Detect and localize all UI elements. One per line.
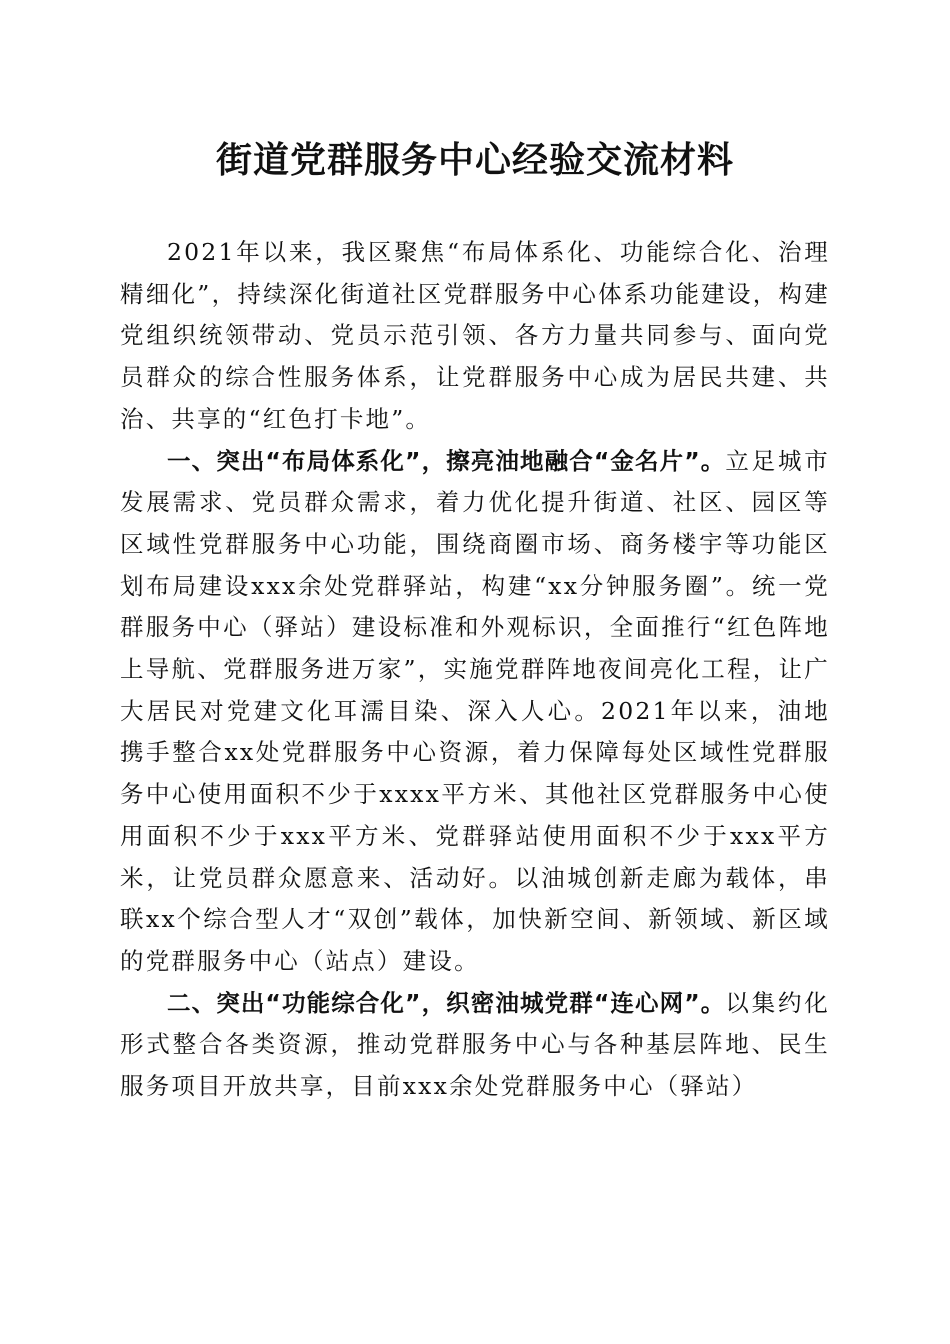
paragraph-section-1 [120,441,830,983]
paragraph-intro [120,232,830,441]
paragraph-section-2 [120,983,830,1108]
section-2-text: 以集约化形式整合各类资源，推动党群服务中心与各种基层阵地、民生服务项目开放共享，目前xxx余处党群服务中心（驿站） [120,988,830,1101]
paragraph-intro-text: 2021年以来，我区聚焦“布局体系化、功能综合化、治理精细化”，持续深化街道社区党群服务中心体系功能建设，构建党组织统领带动、党员示范引领、各方力量共同参与、面向党员群众的综合性服务体系，让党群服务中心成为居民共建、共治、共享的“红色打卡地”。 [120,238,830,433]
document-body [120,232,830,1108]
section-1-heading: 一、突出“布局体系化”，擦亮油地融合“金名片”。 [167,446,726,475]
section-1-text: 立足城市发展需求、党员群众需求，着力优化提升街道、社区、园区等区域性党群服务中心功能，围绕商圈市场、商务楼宇等功能区划布局建设xxx余处党群驿站，构建“xx分钟服务圈”。统一党群服务中心（驿站）建设标准和外观标识，全面推行“红色阵地上导航、党群服务进万家”，实施党群阵地夜间亮化工程，让广大居民对党建文化耳濡目染、深入人心。2021年以来，油地携手整合xx处党群服务中心资源，着力保障每处区域性党群服务中心使用面积不少于xxxx平方米、其他社区党群服务中心使用面积不少于xxx平方米、党群驿站使用面积不少于xxx平方米，让党员群众愿意来、活动好。以油城创新走廊为载体，串联xx个综合型人才“双创”载体，加快新空间、新领域、新区域的党群服务中心（站点）建设。 [120,446,830,975]
section-2-heading: 二、突出“功能综合化”，织密油城党群“连心网”。 [167,988,726,1017]
document-title: 街道党群服务中心经验交流材料 [215,139,734,181]
